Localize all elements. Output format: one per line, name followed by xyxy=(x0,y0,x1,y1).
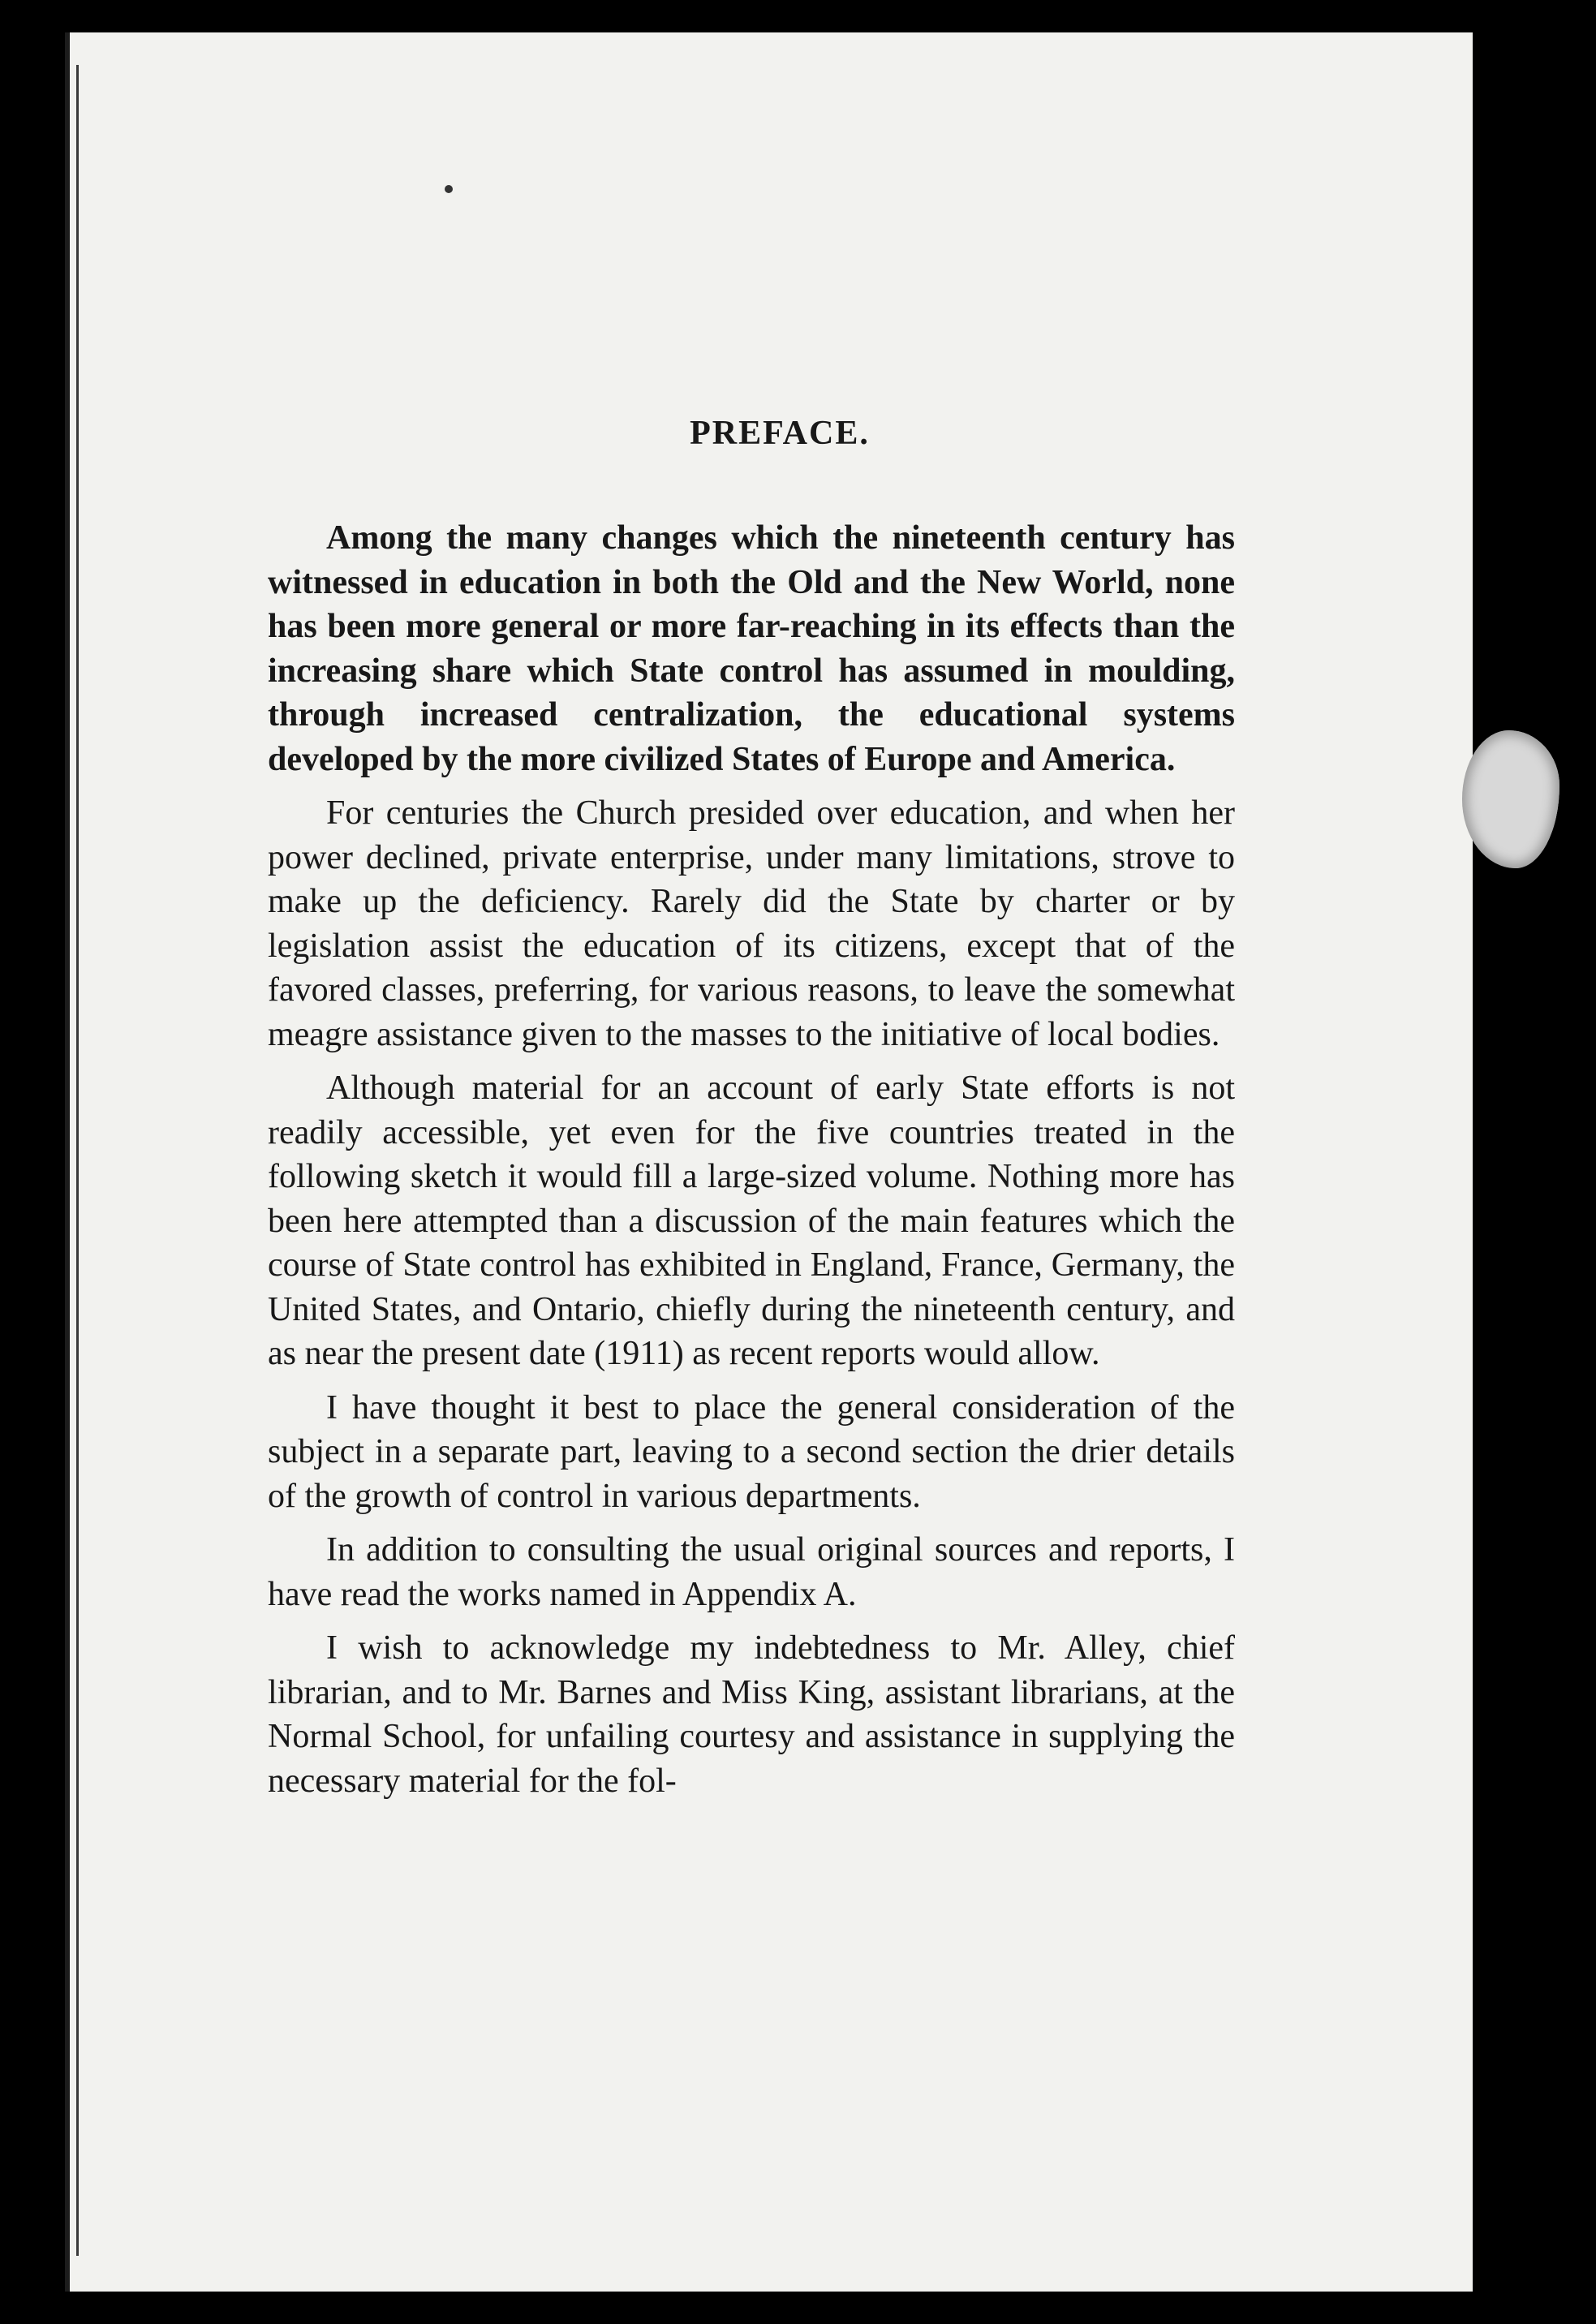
paper-damage-mark xyxy=(1462,730,1559,868)
page-gutter-line xyxy=(76,65,79,2256)
paragraph-6: I wish to acknowledge my indebtedness to Mr. Alley, chief librarian, and to Mr. Barnes and Miss King, assistant librarians, at the Normal School, for unfailing courtesy and assistance in supplying the necessary material for the fol- xyxy=(268,1629,1235,1800)
paragraph-1: Among the many changes which the nineteenth century has witnessed in education in both the Old and the New World, none has been more general or more far-reaching in its effects than the increasing share which State control has assumed in moulding, through increased centralization, the educational systems developed by the more civilized States of Europe and America. xyxy=(268,519,1235,778)
paragraph-4: I have thought it best to place the general consideration of the subject in a separate part, leaving to a second section the drier details of the growth of control in various departments. xyxy=(268,1388,1235,1515)
paragraph-2: For centuries the Church presided over education, and when her power declined, private enterprise, under many limitations, strove to make up the deficiency. Rarely did the State by charter or by legislation assist the education of its citizens, except that of the favored classes, preferring, for various reasons, to leave the somewhat meagre assistance given to the masses to the initiative of local bodies. xyxy=(268,794,1235,1053)
ink-speck xyxy=(445,185,453,193)
page-title: PREFACE. xyxy=(690,415,870,452)
page-binding-edge xyxy=(65,32,70,2292)
preface-text-block xyxy=(268,414,1235,1813)
paragraph-3: Although material for an account of early State efforts is not readily accessible, yet even for the five countries treated in the following sketch it would fill a large-sized volume. Nothing more has been here attempted than a discussion of the main features which the course of State control has exhibited in England, France, Germany, the United States, and Ontario, chiefly during the nineteenth century, and as near the present date (1911) as recent reports would allow. xyxy=(268,1069,1235,1372)
paragraph-5: In addition to consulting the usual original sources and reports, I have read the works named in Appendix A. xyxy=(268,1531,1235,1613)
book-page xyxy=(65,32,1473,2292)
